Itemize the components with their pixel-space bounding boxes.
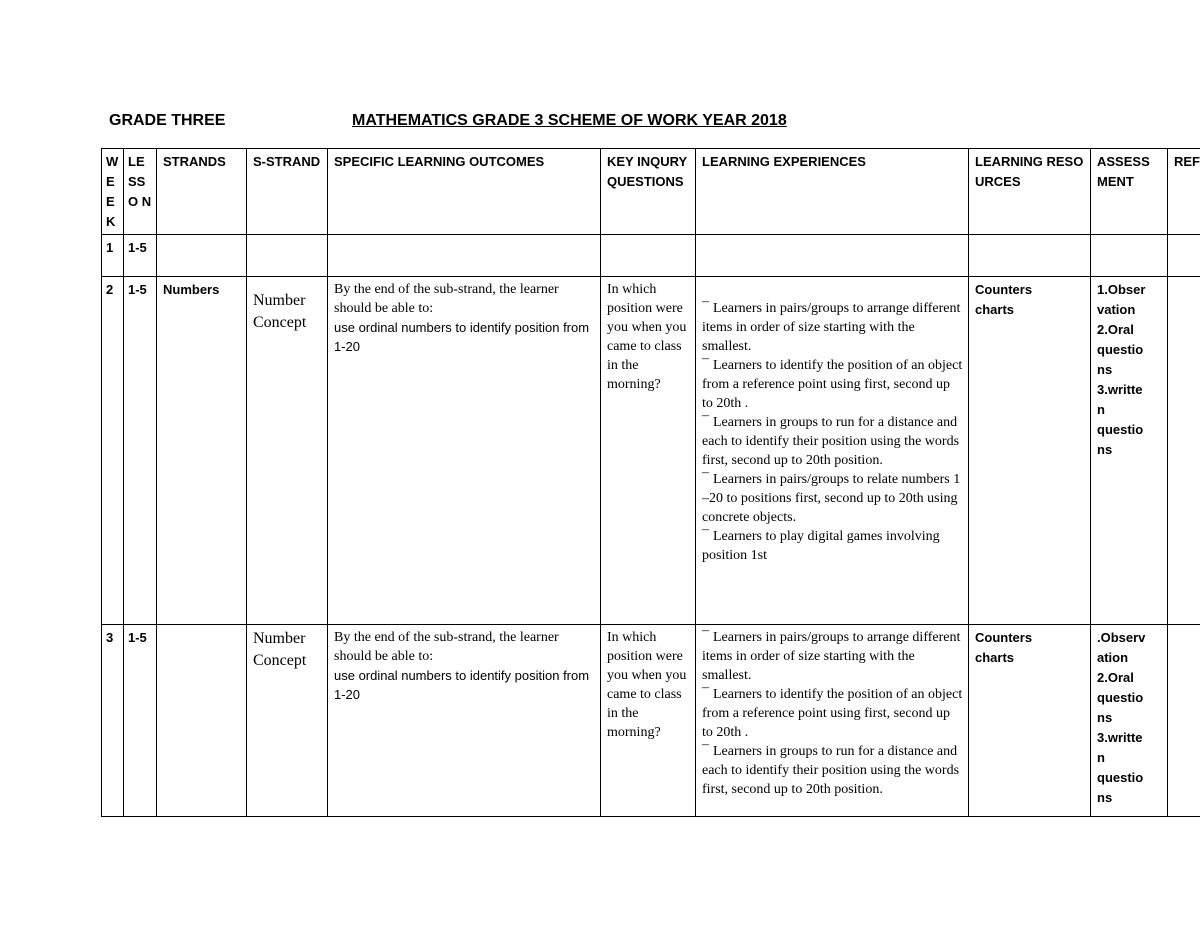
outcomes-cell (328, 625, 601, 817)
header-week: W E E K (102, 149, 124, 235)
page-heading (0, 112, 1200, 136)
table-row (102, 235, 1200, 277)
experiences-cell (696, 277, 969, 625)
inquiry-cell: In which position were you when you came to class in the morning? (601, 625, 696, 817)
outcomes-cell (328, 277, 601, 625)
dash-mark: ¯ (702, 358, 709, 373)
header-experiences: LEARNING EXPERIENCES (696, 149, 969, 235)
experience-item: ¯ Learners in pairs/groups to arrange different items in order of size starting with the smallest. (702, 301, 961, 354)
outcome-detail: use ordinal numbers to identify position from 1-20 (334, 320, 590, 354)
resource-item: charts (975, 302, 1015, 317)
header-key-inquiry: KEY INQURY QUESTIONS (601, 149, 696, 235)
experience-item: ¯ Learners to play digital games involving position 1st (702, 529, 940, 563)
lesson-cell: 1-5 (124, 625, 157, 817)
experiences-cell (696, 625, 969, 817)
header-strands: STRANDS (157, 149, 247, 235)
inquiry-cell: In which position were you when you came to class in the morning? (601, 277, 696, 625)
dash-mark: ¯ (702, 630, 709, 645)
dash-mark: ¯ (702, 415, 709, 430)
resource-item: charts (975, 650, 1015, 665)
assessment-cell: 1.Obser vation 2.Oral questio ns 3.writte n questio ns (1091, 277, 1168, 625)
reflection-cell (1168, 277, 1200, 625)
experiences-cell (696, 235, 969, 277)
header-assessment: ASSESS MENT (1091, 149, 1168, 235)
week-cell: 1 (102, 235, 124, 277)
dash-mark: ¯ (702, 472, 709, 487)
header-row (102, 149, 1200, 235)
resources-cell (969, 235, 1091, 277)
grade-label: GRADE THREE (109, 112, 226, 129)
outcome-detail: use ordinal numbers to identify position from 1-20 (334, 668, 590, 702)
assessment-cell: .Observ ation 2.Oral questio ns 3.writte n questio ns (1091, 625, 1168, 817)
dash-mark: ¯ (702, 687, 709, 702)
header-resources: LEARNING RESOURCES (969, 149, 1091, 235)
sub-strand-cell: Number Concept (247, 625, 328, 817)
reflection-cell (1168, 235, 1200, 277)
dash-mark: ¯ (702, 744, 709, 759)
assessment-cell (1091, 235, 1168, 277)
strand-cell: Numbers (157, 277, 247, 625)
experience-item: ¯ Learners in groups to run for a distance and each to identify their position using the words first, second up to 20th position. (702, 744, 960, 797)
document-title: MATHEMATICS GRADE 3 SCHEME OF WORK YEAR 2018 (352, 112, 787, 129)
experience-item: ¯ Learners in pairs/groups to arrange different items in order of size starting with the smallest. (702, 630, 961, 683)
outcomes-cell (328, 235, 601, 277)
lesson-cell: 1-5 (124, 235, 157, 277)
resource-item: Counters (975, 282, 1033, 297)
table-row (102, 625, 1200, 817)
dash-mark: ¯ (702, 529, 709, 544)
week-cell: 3 (102, 625, 124, 817)
reflection-cell (1168, 625, 1200, 817)
header-outcomes: SPECIFIC LEARNING OUTCOMES (328, 149, 601, 235)
week-cell: 2 (102, 277, 124, 625)
sub-strand-cell (247, 235, 328, 277)
inquiry-cell (601, 235, 696, 277)
resources-cell (969, 277, 1091, 625)
header-lesson: LE SS O N (124, 149, 157, 235)
sub-strand-cell (247, 277, 328, 625)
lesson-cell: 1-5 (124, 277, 157, 625)
outcome-intro: By the end of the sub-strand, the learner should be able to: (334, 282, 559, 316)
experience-item: ¯ Learners in pairs/groups to relate numbers 1 –20 to positions first, second up to 20th using concrete objects. (702, 472, 961, 525)
resources-cell (969, 625, 1091, 817)
resource-item: Counters (975, 630, 1033, 645)
experience-item: ¯ Learners in groups to run for a distance and each to identify their position using the words first, second up to 20th position. (702, 415, 960, 468)
scheme-of-work-table (101, 148, 1200, 817)
outcome-intro: By the end of the sub-strand, the learner should be able to: (334, 630, 559, 664)
experience-item: ¯ Learners to identify the position of an object from a reference point using first, second up to 20th . (702, 687, 963, 740)
header-sub-strand: S-STRAND (247, 149, 328, 235)
strand-cell (157, 625, 247, 817)
table-row (102, 277, 1200, 625)
strand-cell (157, 235, 247, 277)
dash-mark: ¯ (702, 301, 709, 316)
sub-strand-text: Number Concept (253, 292, 307, 331)
header-reflection: REF (1168, 149, 1200, 235)
experience-item: ¯ Learners to identify the position of an object from a reference point using first, second up to 20th . (702, 358, 963, 411)
